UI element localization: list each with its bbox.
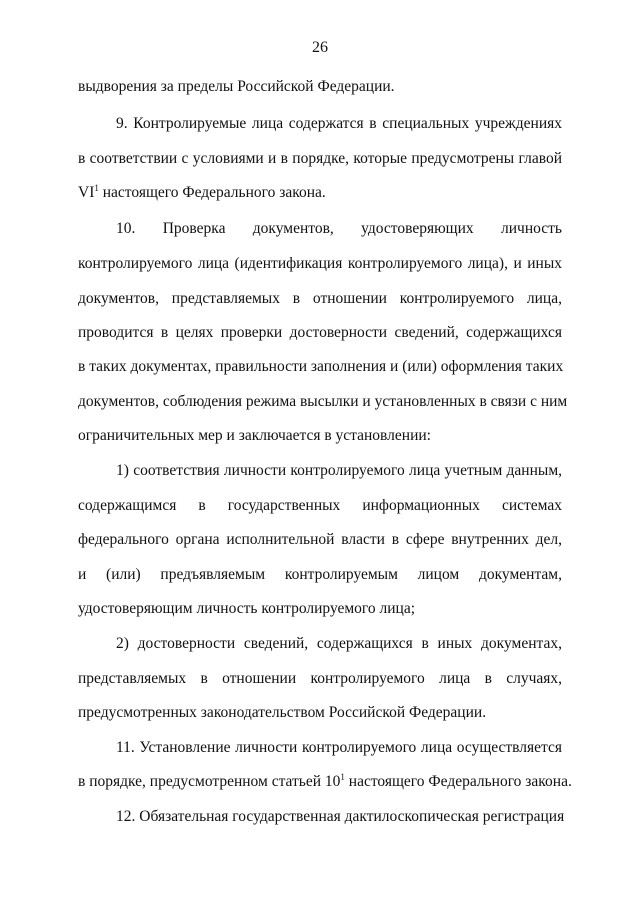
line-text: проводится в целях проверки достоверности сведений, содержащихся [78, 324, 562, 341]
text-line [116, 114, 562, 134]
line-text: ограничительных мер и заключается в установлении: [78, 427, 431, 444]
text-line [78, 565, 562, 585]
line-text: 11. Установление личности контролируемого лица осуществляется [116, 739, 562, 756]
text-line [78, 357, 562, 377]
superscript-text: 1 [94, 182, 99, 193]
line-text: представляемых в отношении контролируемого лица в случаях, [78, 670, 562, 687]
text-line [78, 771, 572, 792]
line-text: федерального органа исполнительной власти в сфере внутренних дел, [78, 531, 562, 548]
text-line [78, 289, 562, 309]
text-line [78, 77, 562, 97]
text-line [78, 530, 562, 550]
line-text: в соответствии с условиями и в порядке, которые предусмотрены главой [78, 150, 562, 167]
line-text: предусмотренных законодательством Российской Федерации. [78, 704, 487, 721]
line-text: настоящего Федерального закона. [98, 184, 326, 201]
text-line [78, 183, 562, 203]
line-text: документов, представляемых в отношении контролируемого лица, [78, 290, 562, 307]
page-number: 26 [312, 39, 328, 56]
text-line [116, 219, 562, 239]
line-text: в порядке, предусмотренном статьей 10 [78, 773, 341, 790]
line-text: выдворения за пределы Российской Федерации. [78, 78, 395, 95]
text-line [78, 149, 562, 169]
line-text: 2) достоверности сведений, содержащихся в иных документах, [116, 635, 562, 652]
text-line [78, 323, 562, 343]
line-text: документов, соблюдения режима высылки и установленных в связи с ним [78, 393, 568, 410]
text-line [116, 634, 562, 654]
text-line [116, 461, 562, 481]
line-text: 1) соответствия личности контролируемого лица учетным данным, [116, 462, 562, 479]
text-line [78, 669, 562, 689]
text-line [116, 738, 562, 758]
text-line [78, 254, 562, 274]
line-text: 9. Контролируемые лица содержатся в специальных учреждениях [116, 115, 562, 132]
text-line [78, 496, 562, 516]
superscript-text: 1 [340, 771, 345, 782]
text-line [116, 807, 565, 827]
text-line [78, 392, 568, 412]
line-text: 12. Обязательная государственная дактилоскопическая регистрация [116, 808, 565, 825]
line-text: в таких документах, правильности заполнения и (или) оформления таких [78, 358, 564, 375]
line-text: VI [78, 184, 95, 201]
line-text: удостоверяющим личность контролируемого лица; [78, 600, 416, 617]
line-text: 10. Проверка документов, удостоверяющих личность [116, 220, 562, 237]
line-text: контролируемого лица (идентификация контролируемого лица), и иных [78, 255, 562, 272]
text-line [78, 426, 562, 446]
line-text: содержащимся в государственных информационных системах [78, 497, 562, 514]
line-text: и (или) предъявляемым контролируемым лицом документам, [78, 566, 562, 583]
text-line [78, 599, 562, 619]
text-line [78, 703, 562, 723]
line-text: настоящего Федерального закона. [344, 773, 572, 790]
